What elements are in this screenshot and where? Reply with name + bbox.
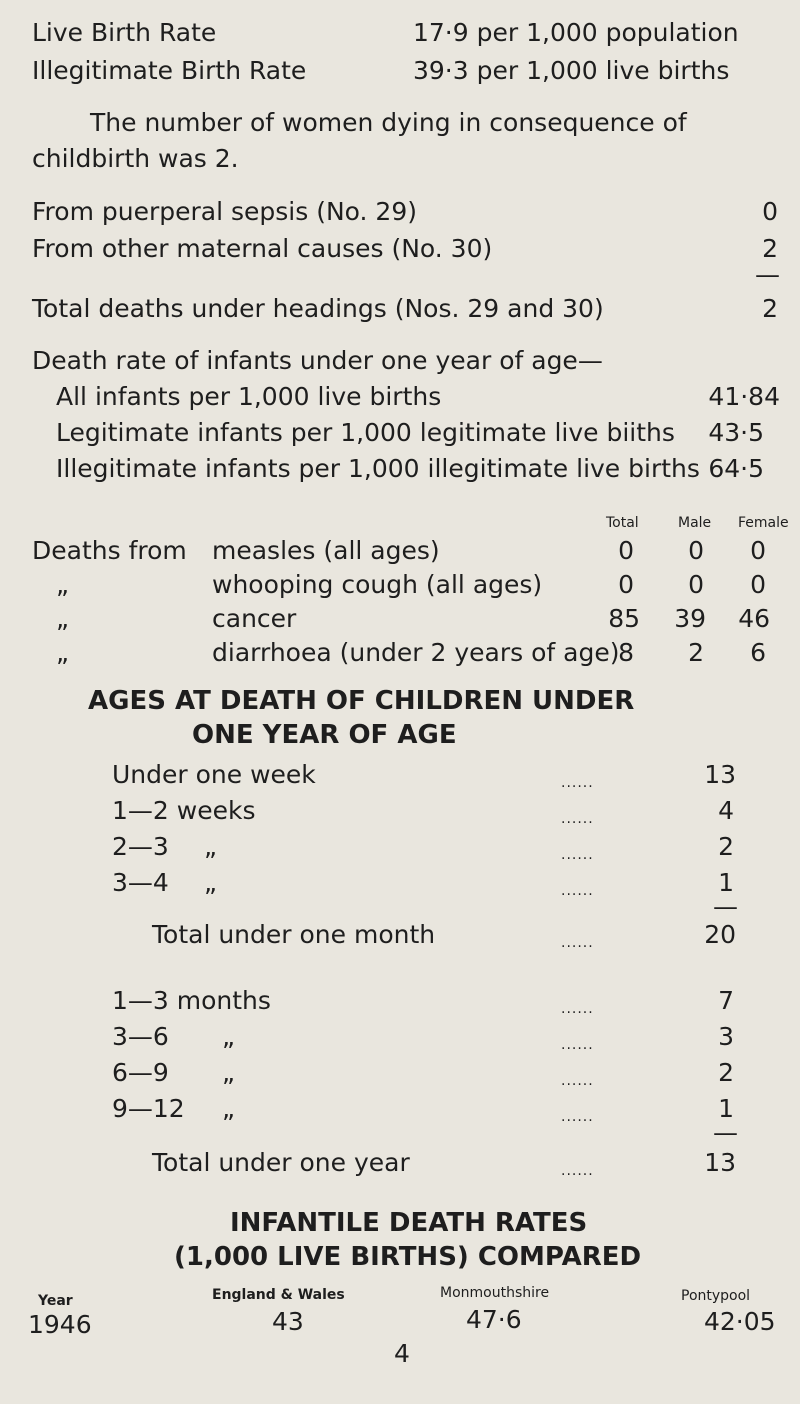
other-maternal-causes-value: 2 xyxy=(762,234,778,263)
col-header-male: Male xyxy=(678,515,712,531)
ditto-mark: „ xyxy=(56,638,69,667)
infant-rate-illegitimate-value: 64·5 xyxy=(708,454,764,483)
cancer-total: 85 xyxy=(608,604,640,633)
leader-dots: ...... xyxy=(561,935,594,951)
subtotal-dash: — xyxy=(713,892,738,921)
age-row-value: 1 xyxy=(718,868,734,897)
cancer-female: 46 xyxy=(738,604,770,633)
england-wales-value: 43 xyxy=(272,1307,304,1336)
leader-dots: ...... xyxy=(561,1163,594,1179)
diarrhoea-label: diarrhoea (under 2 years of age) xyxy=(212,638,620,667)
age-row-label: Under one week xyxy=(112,760,316,789)
leader-dots: ...... xyxy=(561,1073,594,1089)
illegitimate-birth-rate-value: 39·3 per 1,000 live births xyxy=(413,56,730,85)
age-row-label: 6—9 xyxy=(112,1058,169,1087)
ditto-mark: „ xyxy=(222,1022,235,1051)
maternal-intro-line-2: childbirth was 2. xyxy=(32,144,239,173)
live-birth-rate-value: 17·9 per 1,000 population xyxy=(413,18,739,47)
maternal-total-value: 2 xyxy=(762,294,778,323)
ditto-mark: „ xyxy=(204,868,217,897)
ditto-mark: „ xyxy=(222,1058,235,1087)
col-header-female: Female xyxy=(738,515,789,531)
age-row-label: 1—3 months xyxy=(112,986,271,1015)
measles-male: 0 xyxy=(688,536,704,565)
puerperal-sepsis-label: From puerperal sepsis (No. 29) xyxy=(32,197,417,226)
pontypool-label: Pontypool xyxy=(681,1288,751,1304)
diarrhoea-total: 8 xyxy=(618,638,634,667)
total-under-one-month-label: Total under one month xyxy=(152,920,436,949)
infant-rate-all-value: 41·84 xyxy=(708,382,780,411)
leader-dots: ...... xyxy=(561,883,594,899)
infant-rate-heading: Death rate of infants under one year of age— xyxy=(32,346,603,375)
leader-dots: ...... xyxy=(561,1001,594,1017)
age-row-value: 2 xyxy=(718,1058,734,1087)
leader-dots: ...... xyxy=(561,1037,594,1053)
infant-rate-legitimate-value: 43·5 xyxy=(708,418,764,447)
monmouthshire-value: 47·6 xyxy=(466,1305,522,1334)
ditto-mark: „ xyxy=(56,570,69,599)
cancer-male: 39 xyxy=(674,604,706,633)
diarrhoea-female: 6 xyxy=(750,638,766,667)
whooping-cough-total: 0 xyxy=(618,570,634,599)
age-row-label: 3—6 xyxy=(112,1022,169,1051)
age-row-value: 3 xyxy=(718,1022,734,1051)
age-row-label: 1—2 weeks xyxy=(112,796,256,825)
compare-title-line-1: INFANTILE DEATH RATES xyxy=(230,1208,588,1238)
deaths-from-label: Deaths from xyxy=(32,536,187,565)
monmouthshire-label: Monmouthshire xyxy=(440,1285,550,1301)
leader-dots: ...... xyxy=(561,775,594,791)
age-row-value: 4 xyxy=(718,796,734,825)
age-row-value: 7 xyxy=(718,986,734,1015)
ages-title-line-1: AGES AT DEATH OF CHILDREN UNDER xyxy=(88,686,635,716)
other-maternal-causes-label: From other maternal causes (No. 30) xyxy=(32,234,493,263)
age-row-label: 3—4 xyxy=(112,868,169,897)
maternal-intro-line-1: The number of women dying in consequence of xyxy=(90,108,687,137)
maternal-total-label: Total deaths under headings (Nos. 29 and 30) xyxy=(32,294,604,323)
year-value: 1946 xyxy=(28,1310,92,1339)
ages-title-line-2: ONE YEAR OF AGE xyxy=(192,720,457,750)
ditto-mark: „ xyxy=(56,604,69,633)
infant-rate-illegitimate-label: Illegitimate infants per 1,000 illegitimate live births xyxy=(56,454,700,483)
infant-rate-all-label: All infants per 1,000 live births xyxy=(56,382,442,411)
ditto-mark: „ xyxy=(204,832,217,861)
whooping-cough-male: 0 xyxy=(688,570,704,599)
live-birth-rate-label: Live Birth Rate xyxy=(32,18,217,47)
total-under-one-year-value: 13 xyxy=(704,1148,736,1177)
measles-label: measles (all ages) xyxy=(212,536,440,565)
total-under-one-year-label: Total under one year xyxy=(152,1148,410,1177)
maternal-sum-dash: — xyxy=(755,260,780,289)
pontypool-value: 42·05 xyxy=(704,1307,776,1336)
compare-title-line-2: (1,000 LIVE BIRTHS) COMPARED xyxy=(174,1242,642,1272)
year-label: Year xyxy=(38,1293,73,1309)
total-under-one-month-value: 20 xyxy=(704,920,736,949)
measles-total: 0 xyxy=(618,536,634,565)
age-row-value: 1 xyxy=(718,1094,734,1123)
age-row-value: 2 xyxy=(718,832,734,861)
england-wales-label: England & Wales xyxy=(212,1287,345,1303)
col-header-total: Total xyxy=(606,515,639,531)
diarrhoea-male: 2 xyxy=(688,638,704,667)
measles-female: 0 xyxy=(750,536,766,565)
subtotal-dash: — xyxy=(713,1118,738,1147)
infant-rate-legitimate-label: Legitimate infants per 1,000 legitimate live biiths xyxy=(56,418,675,447)
puerperal-sepsis-value: 0 xyxy=(762,197,778,226)
ditto-mark: „ xyxy=(222,1094,235,1123)
whooping-cough-label: whooping cough (all ages) xyxy=(212,570,543,599)
age-row-value: 13 xyxy=(704,760,736,789)
leader-dots: ...... xyxy=(561,847,594,863)
whooping-cough-female: 0 xyxy=(750,570,766,599)
age-row-label: 2—3 xyxy=(112,832,169,861)
illegitimate-birth-rate-label: Illegitimate Birth Rate xyxy=(32,56,307,85)
leader-dots: ...... xyxy=(561,811,594,827)
age-row-label: 9—12 xyxy=(112,1094,185,1123)
leader-dots: ...... xyxy=(561,1109,594,1125)
page-number: 4 xyxy=(394,1339,410,1368)
cancer-label: cancer xyxy=(212,604,297,633)
